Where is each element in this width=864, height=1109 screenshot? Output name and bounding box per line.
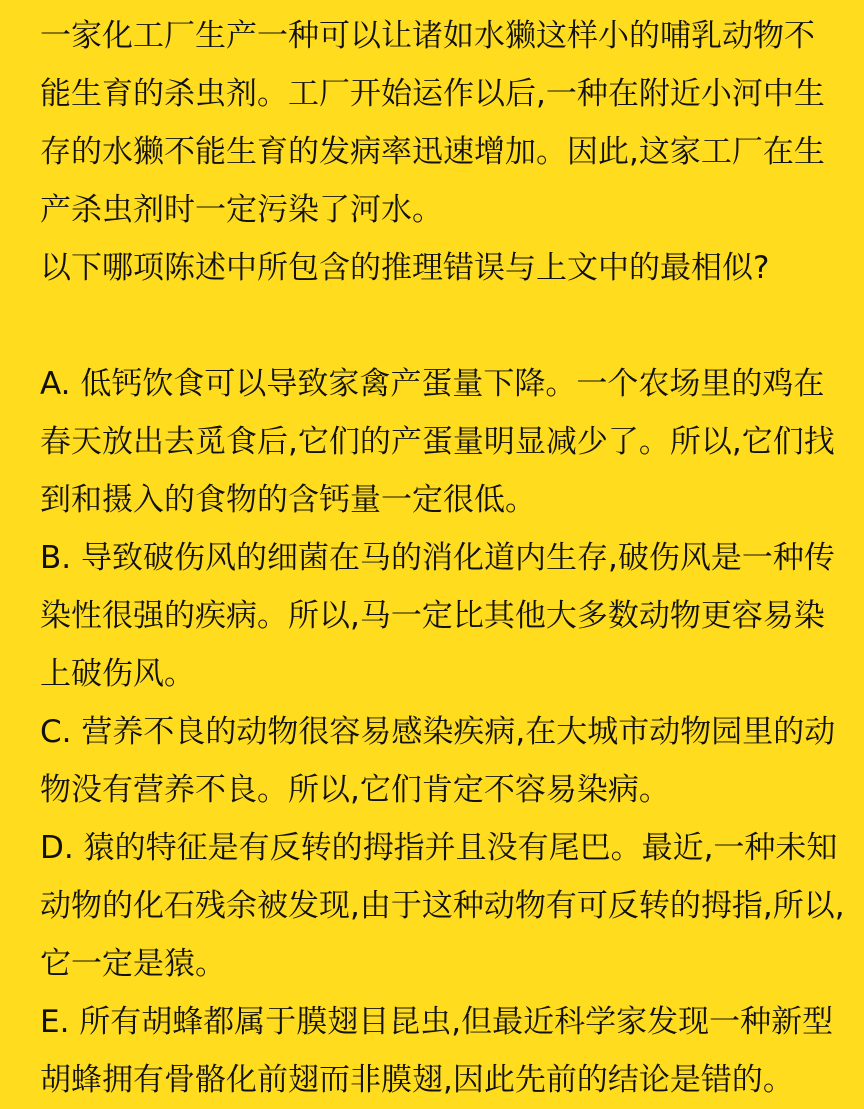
- stem-line: 存的水獭不能生育的发病率迅速增加。因此,这家工厂在生: [40, 134, 825, 170]
- stem-line: 产杀虫剂时一定污染了河水。: [40, 192, 443, 228]
- option-line: 到和摄入的食物的含钙量一定很低。: [40, 482, 536, 518]
- question-document: [40, 7, 845, 1109]
- option-line: 染性很强的疾病。所以,马一定比其他大多数动物更容易染: [40, 598, 825, 634]
- option-line: 胡蜂拥有骨骼化前翅而非膜翅,因此先前的结论是错的。: [40, 1062, 794, 1098]
- option-b: [40, 529, 840, 703]
- option-d: [40, 819, 845, 993]
- option-line: 动物的化石残余被发现,由于这种动物有可反转的拇指,所以,: [40, 888, 845, 924]
- option-line: A. 低钙饮食可以导致家禽产蛋量下降。一个农场里的鸡在: [40, 366, 825, 402]
- option-line: 它一定是猿。: [40, 946, 226, 982]
- stem-line: 一家化工厂生产一种可以让诸如水獭这样小的哺乳动物不: [40, 18, 815, 54]
- question-stem: [40, 7, 840, 239]
- option-line: D. 猿的特征是有反转的拇指并且没有尾巴。最近,一种未知: [40, 830, 838, 866]
- spacer: [40, 297, 840, 355]
- question-prompt: 以下哪项陈述中所包含的推理错误与上文中的最相似?: [40, 250, 770, 286]
- option-line: C. 营养不良的动物很容易感染疾病,在大城市动物园里的动: [40, 714, 836, 750]
- option-a: [40, 355, 840, 529]
- stem-line: 能生育的杀虫剂。工厂开始运作以后,一种在附近小河中生: [40, 76, 825, 112]
- option-c: [40, 703, 840, 819]
- option-line: 春天放出去觅食后,它们的产蛋量明显减少了。所以,它们找: [40, 424, 835, 460]
- option-e: [40, 993, 840, 1109]
- option-line: 上破伤风。: [40, 656, 195, 692]
- option-line: E. 所有胡蜂都属于膜翅目昆虫,但最近科学家发现一种新型: [40, 1004, 834, 1040]
- option-line: 物没有营养不良。所以,它们肯定不容易染病。: [40, 772, 670, 808]
- option-line: B. 导致破伤风的细菌在马的消化道内生存,破伤风是一种传: [40, 540, 835, 576]
